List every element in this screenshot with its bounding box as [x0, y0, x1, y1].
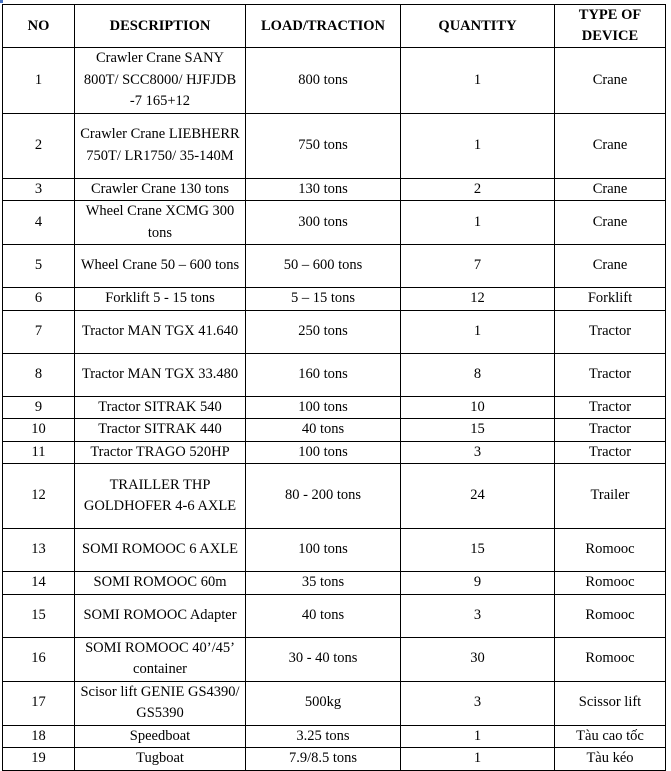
header-no: NO [3, 5, 75, 48]
table-row [3, 353, 666, 396]
equipment-table-container [2, 4, 665, 771]
cell-load: 35 tons [246, 572, 401, 595]
header-type: TYPE OF DEVICE [555, 5, 666, 48]
cell-load: 750 tons [246, 113, 401, 178]
cell-no: 17 [3, 681, 75, 725]
cell-type: Trailer [555, 464, 666, 529]
cell-type: Romooc [555, 572, 666, 595]
cell-load: 3.25 tons [246, 725, 401, 748]
cell-no: 19 [3, 748, 75, 771]
cell-description: TRAILLER THP GOLDHOFER 4-6 AXLE [75, 464, 246, 529]
header-row [3, 5, 666, 48]
cell-load: 100 tons [246, 441, 401, 464]
cell-no: 12 [3, 464, 75, 529]
header-description: DESCRIPTION [75, 5, 246, 48]
cell-quantity: 8 [401, 353, 555, 396]
cell-load: 40 tons [246, 594, 401, 637]
cell-quantity: 12 [401, 288, 555, 311]
cell-description: SOMI ROMOOC 40’/45’ container [75, 637, 246, 681]
table-row [3, 201, 666, 245]
table-row [3, 725, 666, 748]
cell-load: 500kg [246, 681, 401, 725]
cell-type: Romooc [555, 637, 666, 681]
cell-description: Wheel Crane 50 – 600 tons [75, 245, 246, 288]
cell-no: 14 [3, 572, 75, 595]
cell-no: 13 [3, 529, 75, 572]
cell-quantity: 24 [401, 464, 555, 529]
cell-load: 80 - 200 tons [246, 464, 401, 529]
cell-quantity: 15 [401, 419, 555, 442]
cell-type: Crane [555, 48, 666, 114]
cell-quantity: 1 [401, 310, 555, 353]
cell-type: Crane [555, 245, 666, 288]
cell-no: 15 [3, 594, 75, 637]
cell-description: SOMI ROMOOC 60m [75, 572, 246, 595]
table-row [3, 245, 666, 288]
cell-type: Forklift [555, 288, 666, 311]
cell-no: 16 [3, 637, 75, 681]
header-quantity: QUANTITY [401, 5, 555, 48]
table-row [3, 113, 666, 178]
cell-quantity: 1 [401, 201, 555, 245]
cell-load: 100 tons [246, 396, 401, 419]
cell-no: 11 [3, 441, 75, 464]
table-row [3, 529, 666, 572]
table-row [3, 310, 666, 353]
table-row [3, 419, 666, 442]
table-row [3, 396, 666, 419]
table-row [3, 637, 666, 681]
cell-quantity: 2 [401, 178, 555, 201]
cell-load: 5 – 15 tons [246, 288, 401, 311]
cell-quantity: 1 [401, 725, 555, 748]
cell-type: Tractor [555, 396, 666, 419]
equipment-table [2, 4, 666, 771]
cell-type: Romooc [555, 594, 666, 637]
cell-description: Scisor lift GENIE GS4390/ GS5390 [75, 681, 246, 725]
cell-description: Crawler Crane 130 tons [75, 178, 246, 201]
cell-no: 3 [3, 178, 75, 201]
cell-description: Tractor TRAGO 520HP [75, 441, 246, 464]
cell-no: 6 [3, 288, 75, 311]
cell-quantity: 9 [401, 572, 555, 595]
cell-quantity: 15 [401, 529, 555, 572]
cell-description: Tractor MAN TGX 41.640 [75, 310, 246, 353]
cell-type: Tàu cao tốc [555, 725, 666, 748]
table-body [3, 48, 666, 771]
cell-type: Crane [555, 201, 666, 245]
cell-quantity: 3 [401, 681, 555, 725]
table-row [3, 594, 666, 637]
corner-mark [0, 0, 3, 3]
cell-type: Tractor [555, 310, 666, 353]
cell-no: 7 [3, 310, 75, 353]
table-row [3, 572, 666, 595]
cell-description: Tractor MAN TGX 33.480 [75, 353, 246, 396]
cell-no: 1 [3, 48, 75, 114]
cell-quantity: 30 [401, 637, 555, 681]
cell-description: SOMI ROMOOC 6 AXLE [75, 529, 246, 572]
cell-no: 18 [3, 725, 75, 748]
cell-load: 800 tons [246, 48, 401, 114]
cell-type: Crane [555, 178, 666, 201]
cell-quantity: 7 [401, 245, 555, 288]
cell-description: Crawler Crane LIEBHERR 750T/ LR1750/ 35-140M [75, 113, 246, 178]
cell-type: Tractor [555, 353, 666, 396]
header-load: LOAD/TRACTION [246, 5, 401, 48]
cell-type: Romooc [555, 529, 666, 572]
cell-no: 4 [3, 201, 75, 245]
cell-description: Tractor SITRAK 540 [75, 396, 246, 419]
cell-type: Tractor [555, 419, 666, 442]
table-row [3, 748, 666, 771]
cell-quantity: 1 [401, 48, 555, 114]
cell-description: Tugboat [75, 748, 246, 771]
table-row [3, 48, 666, 114]
cell-description: Speedboat [75, 725, 246, 748]
cell-load: 250 tons [246, 310, 401, 353]
cell-type: Crane [555, 113, 666, 178]
cell-description: Wheel Crane XCMG 300 tons [75, 201, 246, 245]
cell-quantity: 10 [401, 396, 555, 419]
cell-description: Crawler Crane SANY 800T/ SCC8000/ HJFJDB -7 165+12 [75, 48, 246, 114]
cell-type: Scissor lift [555, 681, 666, 725]
cell-description: Tractor SITRAK 440 [75, 419, 246, 442]
cell-type: Tàu kéo [555, 748, 666, 771]
cell-load: 40 tons [246, 419, 401, 442]
table-row [3, 288, 666, 311]
cell-load: 300 tons [246, 201, 401, 245]
cell-quantity: 1 [401, 748, 555, 771]
table-row [3, 178, 666, 201]
table-row [3, 681, 666, 725]
table-row [3, 464, 666, 529]
table-row [3, 441, 666, 464]
cell-no: 5 [3, 245, 75, 288]
cell-load: 7.9/8.5 tons [246, 748, 401, 771]
cell-no: 9 [3, 396, 75, 419]
cell-type: Tractor [555, 441, 666, 464]
cell-load: 160 tons [246, 353, 401, 396]
cell-load: 100 tons [246, 529, 401, 572]
cell-quantity: 3 [401, 441, 555, 464]
cell-load: 50 – 600 tons [246, 245, 401, 288]
cell-quantity: 1 [401, 113, 555, 178]
cell-quantity: 3 [401, 594, 555, 637]
cell-no: 2 [3, 113, 75, 178]
cell-description: Forklift 5 - 15 tons [75, 288, 246, 311]
cell-load: 30 - 40 tons [246, 637, 401, 681]
cell-no: 10 [3, 419, 75, 442]
cell-description: SOMI ROMOOC Adapter [75, 594, 246, 637]
cell-load: 130 tons [246, 178, 401, 201]
cell-no: 8 [3, 353, 75, 396]
